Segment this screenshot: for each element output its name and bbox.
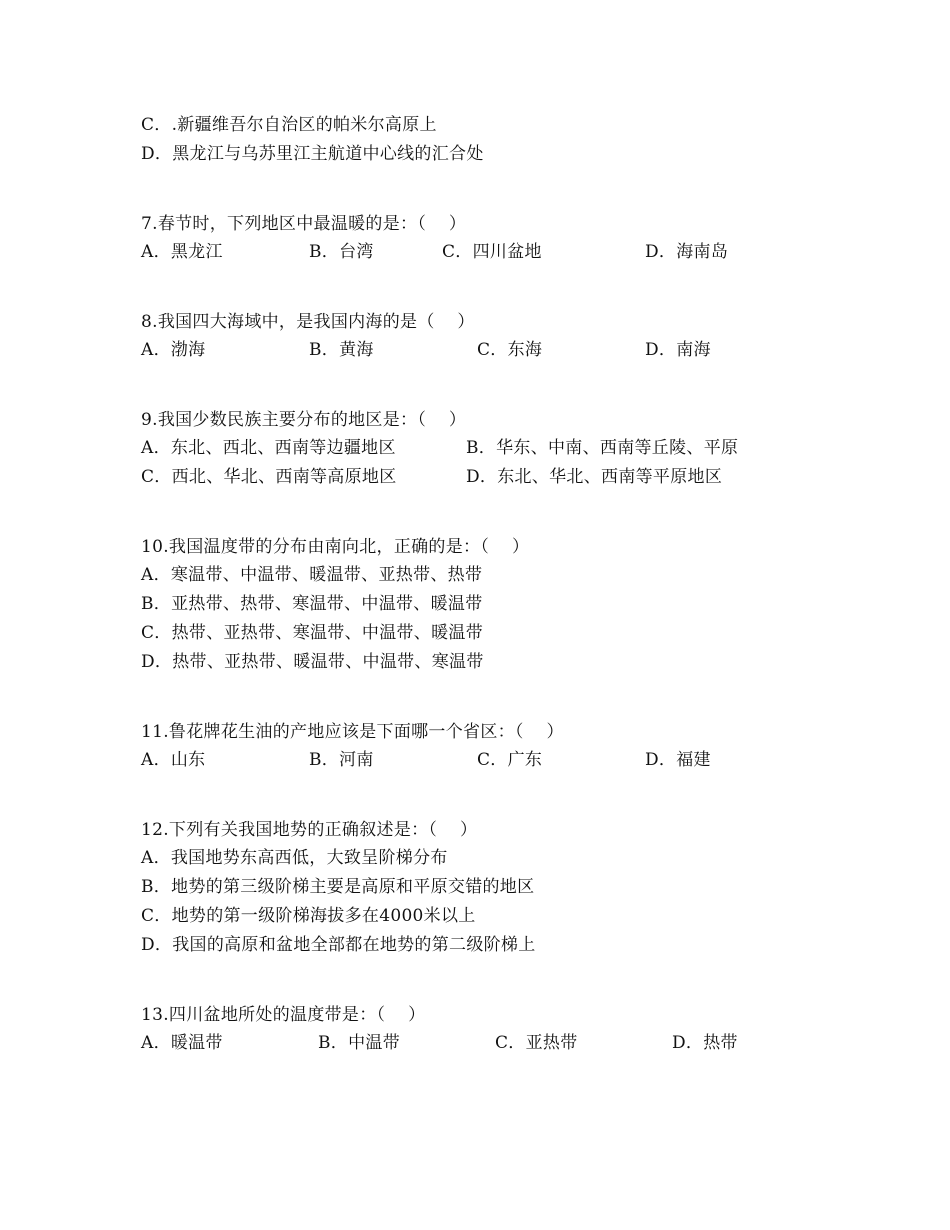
- q6-option-c: C．.新疆维吾尔自治区的帕米尔高原上: [141, 115, 437, 135]
- question-8-option-c: C．东海: [477, 340, 543, 360]
- question-13-option-d: D．热带: [672, 1033, 738, 1053]
- question-8-option-d: D．南海: [645, 340, 711, 360]
- question-12-stem: 12.下列有关我国地势的正确叙述是：（ ）: [141, 820, 478, 840]
- question-13-option-c: C．亚热带: [495, 1033, 578, 1053]
- question-10-option-c: C．热带、亚热带、寒温带、中温带、暖温带: [141, 623, 484, 643]
- question-9-option-d: D．东北、华北、西南等平原地区: [466, 467, 723, 487]
- question-9-option-b: B．华东、中南、西南等丘陵、平原: [466, 438, 739, 458]
- question-7-option-c: C．四川盆地: [442, 242, 542, 262]
- question-7-stem: 7.春节时，下列地区中最温暖的是：（ ）: [141, 214, 467, 234]
- question-7-option-a: A．黑龙江: [141, 242, 223, 262]
- question-11-option-b: B．河南: [309, 750, 374, 770]
- q6-option-d: D．黑龙江与乌苏里江主航道中心线的汇合处: [141, 144, 484, 164]
- question-8-option-a: A．渤海: [141, 340, 206, 360]
- question-13-stem: 13.四川盆地所处的温度带是：（ ）: [141, 1005, 426, 1025]
- question-10-stem: 10.我国温度带的分布由南向北，正确的是：（ ）: [141, 537, 530, 557]
- question-9-option-a: A．东北、西北、西南等边疆地区: [141, 438, 396, 458]
- question-7-option-b: B．台湾: [309, 242, 374, 262]
- question-12-option-a: A．我国地势东高西低，大致呈阶梯分布: [141, 848, 448, 868]
- question-8-option-b: B．黄海: [309, 340, 374, 360]
- question-7-option-d: D．海南岛: [645, 242, 729, 262]
- question-11-stem: 11.鲁花牌花生油的产地应该是下面哪一个省区：（ ）: [141, 722, 564, 742]
- question-12-option-d: D．我国的高原和盆地全部都在地势的第二级阶梯上: [141, 935, 536, 955]
- question-11-option-a: A．山东: [141, 750, 206, 770]
- question-11-option-d: D．福建: [645, 750, 711, 770]
- question-13-option-a: A．暖温带: [141, 1033, 223, 1053]
- question-13-option-b: B．中温带: [318, 1033, 400, 1053]
- question-12-option-b: B．地势的第三级阶梯主要是高原和平原交错的地区: [141, 877, 535, 897]
- question-10-option-b: B．亚热带、热带、寒温带、中温带、暖温带: [141, 594, 483, 614]
- question-10-option-d: D．热带、亚热带、暖温带、中温带、寒温带: [141, 652, 484, 672]
- question-8-stem: 8.我国四大海域中，是我国内海的是（ ）: [141, 312, 475, 332]
- question-11-option-c: C．广东: [477, 750, 543, 770]
- question-9-stem: 9.我国少数民族主要分布的地区是：（ ）: [141, 410, 467, 430]
- question-12-option-c: C．地势的第一级阶梯海拔多在4000米以上: [141, 906, 476, 926]
- question-9-option-c: C．西北、华北、西南等高原地区: [141, 467, 397, 487]
- question-10-option-a: A．寒温带、中温带、暖温带、亚热带、热带: [141, 565, 483, 585]
